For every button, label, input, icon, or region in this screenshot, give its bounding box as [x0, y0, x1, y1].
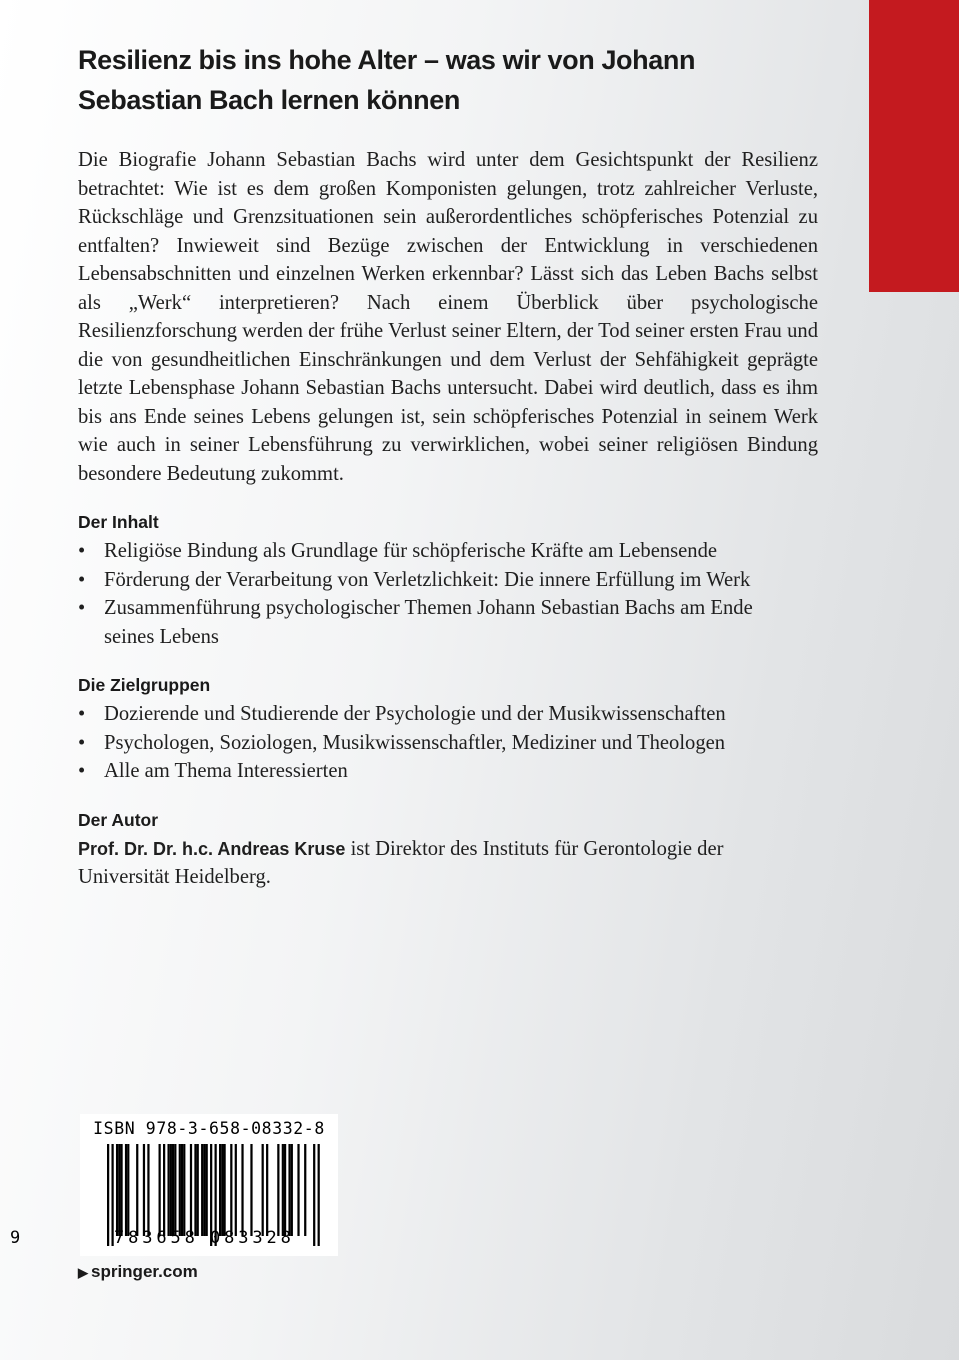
list-item: • Dozierende und Studierende der Psychologie und der Musikwissenschaften [78, 700, 818, 729]
contents-heading: Der Inhalt [78, 512, 159, 532]
barcode-bar [118, 1144, 120, 1236]
barcode-bar [203, 1144, 205, 1236]
barcode-bar [201, 1144, 203, 1236]
barcode-bar [127, 1144, 129, 1236]
barcode-bar [291, 1144, 293, 1236]
barcode-bar [179, 1144, 181, 1236]
list-item: • Religiöse Bindung als Grundlage für schöpferische Kräfte am Lebensende [78, 537, 818, 566]
author-bio [78, 835, 818, 892]
barcode-bar [262, 1144, 264, 1236]
barcode-bar [235, 1144, 237, 1236]
barcode-bar [163, 1144, 165, 1236]
barcode-bar [277, 1144, 279, 1236]
barcode-bar [120, 1144, 122, 1236]
barcode-bar [219, 1144, 221, 1236]
list-item: • Alle am Thema Interessierten [78, 757, 818, 786]
barcode-bar [136, 1144, 138, 1236]
contents-list [78, 537, 818, 651]
barcode-right-digits: 083328 [210, 1228, 295, 1248]
barcode-first-digit: 9 [10, 1228, 21, 1248]
description-paragraph: Die Biografie Johann Sebastian Bachs wird unter dem Gesichtspunkt der Resilienz betrachtet: Wie ist es dem großen Komponisten gelungen, trotz zahlreicher Verluste, Rückschläge und Grenzsituationen sein außerordentliches schöpferisches Potenzial zu entfalten? Inwieweit sind Bezüge zwischen der Entwicklung in verschiedenen Lebensabschnitten und einzelnen Werken erkennbar? Lässt sich das Leben Bachs selbst als „Werk“ interpretieren? Nach einem Überblick über psychologische Resilienzforschung werden der frühe Verlust seiner Eltern, der Tod seiner ersten Frau und die von gesundheitlichen Einschränkungen und dem Verlust der Sehfähigkeit geprägte letzte Lebensphase Johann Sebastian Bachs untersucht. Dabei wird deutlich, dass es ihm bis ans Ende seines Lebens gelungen ist, sein schöpferisches Potenzial in seinem Werk wie auch in seiner Lebensführung zu verwirklichen, wobei seiner religiösen Bindung besondere Bedeutung zukommt. [78, 149, 818, 485]
barcode-bar [174, 1144, 176, 1236]
author-heading: Der Autor [78, 809, 159, 830]
audience-list [78, 700, 818, 786]
triangle-right-icon: ▶ [78, 1265, 88, 1280]
barcode-bar [167, 1144, 169, 1236]
barcode-bar [282, 1144, 284, 1236]
barcode-bar [170, 1144, 172, 1236]
barcode-bar [223, 1144, 225, 1236]
barcode-bar [284, 1144, 286, 1236]
barcode-bar [181, 1144, 183, 1236]
isbn-label: ISBN 978-3-658-08332-8 [93, 1119, 325, 1138]
publisher-link[interactable] [78, 1262, 198, 1282]
barcode-guard-bar [318, 1144, 320, 1246]
barcode-bar [297, 1144, 299, 1236]
barcode-bar [143, 1144, 145, 1236]
audience-heading: Die Zielgruppen [78, 675, 211, 695]
barcode-guard-bar [107, 1144, 109, 1246]
barcode-bar [266, 1144, 268, 1236]
barcode-guard-bar [313, 1144, 315, 1246]
accent-tab [869, 0, 959, 292]
barcode-bar [194, 1144, 196, 1236]
barcode-bar [172, 1144, 174, 1236]
author-description: ist Direktor des Instituts für Gerontologie der Universität Heidelberg. [78, 837, 724, 888]
barcode-bar [206, 1144, 208, 1236]
barcode-left-digits: 783658 [114, 1228, 199, 1248]
book-title: Resilienz bis ins hohe Alter – was wir von Johann Sebastian Bach lernen können [78, 45, 696, 115]
barcode-bar [250, 1144, 252, 1236]
barcode-bar [197, 1144, 199, 1236]
barcode-bar [147, 1144, 149, 1236]
barcode-bar [304, 1144, 306, 1236]
list-item: • Zusammenführung psychologischer Themen Johann Sebastian Bachs am Ende seines Lebens [78, 594, 764, 651]
barcode-bar [159, 1144, 161, 1236]
barcode-bar [221, 1144, 223, 1236]
barcode-bar [241, 1144, 243, 1236]
publisher-site: springer.com [91, 1262, 198, 1281]
barcode-bar [125, 1144, 127, 1236]
barcode-bar [116, 1144, 118, 1236]
back-cover-text [78, 40, 818, 892]
barcode-bar [190, 1144, 192, 1236]
barcode-bar [183, 1144, 185, 1236]
barcode-bar [288, 1144, 290, 1236]
barcode-bar [230, 1144, 232, 1236]
author-name: Prof. Dr. Dr. h.c. Andreas Kruse [78, 838, 346, 859]
list-item: • Psychologen, Soziologen, Musikwissenschaftler, Mediziner und Theologen [78, 729, 818, 758]
list-item: • Förderung der Verarbeitung von Verletzlichkeit: Die innere Erfüllung im Werk [78, 566, 764, 595]
